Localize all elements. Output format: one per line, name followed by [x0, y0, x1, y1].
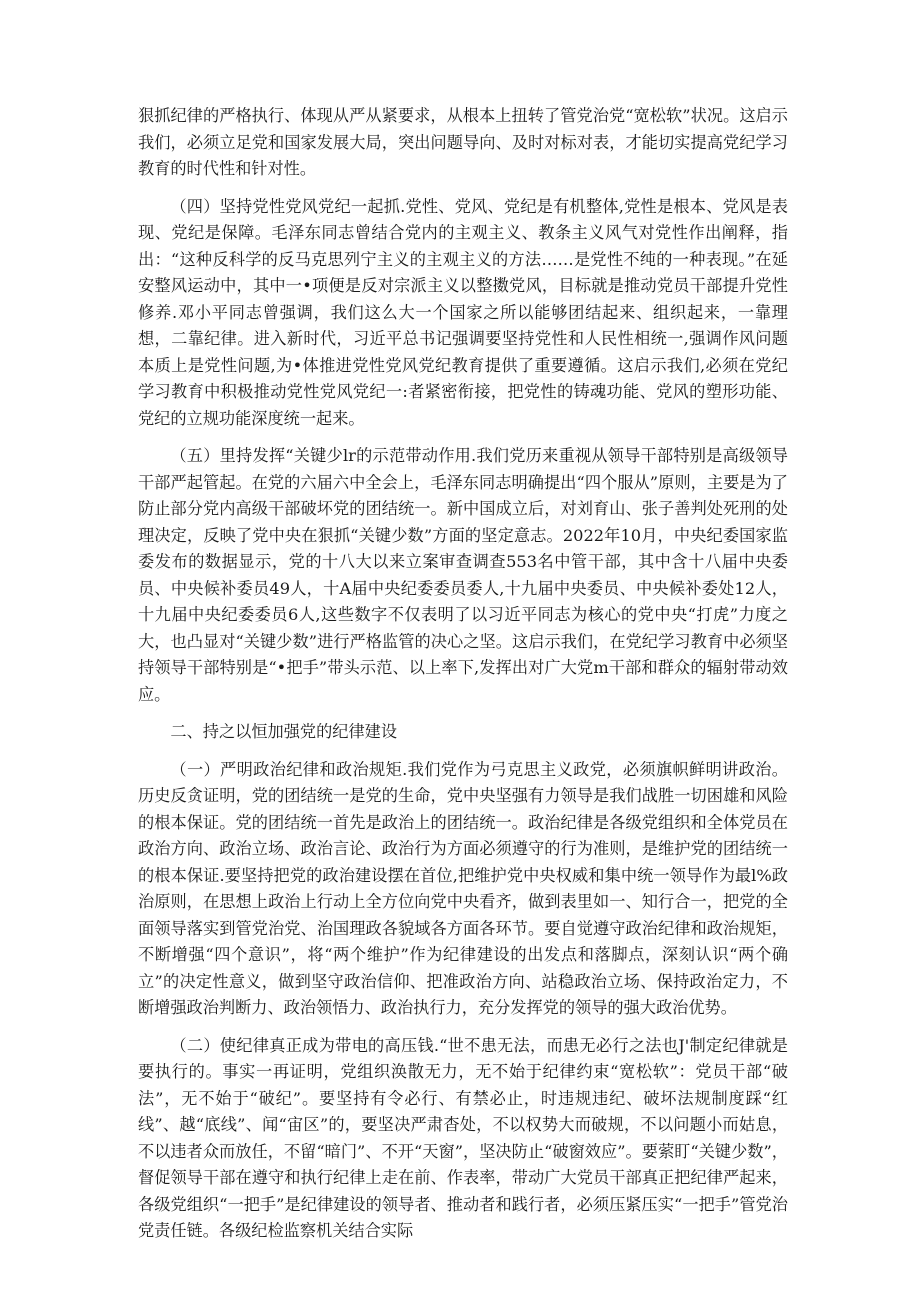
document-page — [138, 103, 788, 1256]
paragraph-continuation: 狠抓纪律的严格执行、体现从严从紧要求，从根本上扭转了管党治党“宽松软”状况。这启示我们，必须立足党和国家发展大局，突出问题导向、及时对标对表，才能切实提高党纪学习教育的时代性和针对性。 — [138, 106, 788, 178]
paragraph-high-voltage: （二）使纪律真正成为带电的高压钱.“世不患无法，而患无必行之法也J'制定纪律就是要执行的。事实一再证明，党组织涣散无力，无不始于纪律约束“宽松软”：党员干部“破法”，无不始于“破纪”。要坚持有令必行、有禁必止，时违规违纪、破坏法规制度踩“红线”、越“底线”、闻“宙区”的，要坚决严肃杳处，不以权势大而破规，不以问题小而姑息，不以违者众而放任，不留“暗门”、不开“天窗”，坚决防止“破窗效应”。要萦盯“关键少数”，督促领导干部在遵守和执行纪律上走在前、作表率，带动广大党员干部真正把纪律严起来，各级党组织“一把手”是纪律建设的领导者、推动者和践行者，必须压紧压实“一把手”管党治党责任链。各级纪检监察机关结合实际 — [138, 1035, 788, 1240]
paragraph-political-discipline: （一）严明政治纪律和政治规矩.我们党作为弓克思主义政党，必须旗帜鲜明讲政治。历史反贪证明，党的团结统一是党的生命，党中央坚强有力领导是我们战胜一切困雄和风险的根本保证。党的团结统一首先是政治上的团结统一。政治纪律是各级党组织和全体党员在政治方向、政治立场、政治言论、政治行为方面必须遵守的行为准则，是维护党的团结统一的根本保证.要坚持把党的政治建设摆在首位,把维护党中央权威和集中统一领导作为最l%政治原则，在思想上政治上行动上全方位向党中央看齐，做到表里如一、知行合一，把党的全面领导落实到管党治党、治国理政各貌域各方面各环节。要自觉遵守政治纪律和政治规矩，不断增强“四个意识”，将“两个维护”作为纪律建设的出发点和落脚点，深刻认识“两个确立”的决定性意义，做到坚守政治信仰、把准政治方向、站稳政治立场、保持政治定力，不断增强政治判断力、政治领悟力、政治执行力，充分发挥党的领导的强大政治优势。 — [138, 759, 788, 1017]
paragraph-key-minority: （五）里持发挥“关键少lr的示范带动作用.我们党历来重视从领导干部特别是高级领导干部严起管起。在党的六届六中全会上，毛泽东同志明确提出“四个服从”原则，主要是为了防止部分党内高级干部破坏党的团结统一。新中国成立后，对刘育山、张子善判处死刑的处理决定，反映了党中央在狠抓“关键少数”方面的坚定意志。2022年10月，中央纪委国家监委发布的数据显示，党的十八大以来立案审查调查553名中管干部，其中含十八届中央委员、中央候补委员49人，十A届中央纪委委员委人,十九届中央委员、中央候补委处12人，十九届中央纪委委员6人,这些数字不仅表明了以习近平同志为核心的党中央“打虎”力度之大，也凸显对“关键少数”进行严格监管的决心之坚。这启示我们，在党纪学习教育中必须坚持领导干部特别是“•把手”带头示范、以上率下,发挥出对广大党m干部和群众的辐射带动效应。 — [138, 446, 788, 704]
paragraph-party-spirit: （四）坚持党性党风党纪一起抓.党性、党风、党纪是有机整体,党性是根本、党风是表现、党纪是保障。毛泽东同志曾结合党内的主观主义、教条主义风气对党性作出阐释，指出：“这种反科学的反马克思列宁主义的主观主义的方法……是党性不纯的一种表现。”在延安整风运动中，其中一•项便是反对宗派主义以整擞党风，目标就是推动党员干部提升党性修养.邓小平同志曾强调，我们这么大一个国家之所以能够团结起来、组织起来，一靠理想，二靠纪律。进入新时代，习近平总书记强调要坚持党性和人民性相统一,强调作风问题本质上是党性问题,为•体推进党性党风党纪教育提供了重要遵循。这启示我们,必须在党纪学习教育中积极推动党性党风党纪一:者紧密衔接，把党性的铸魂功能、党风的塑形功能、党纪的立规功能深度统一起来。 — [138, 196, 788, 428]
section-heading: 二、持之以恒加强党的纪律建设 — [170, 722, 398, 741]
